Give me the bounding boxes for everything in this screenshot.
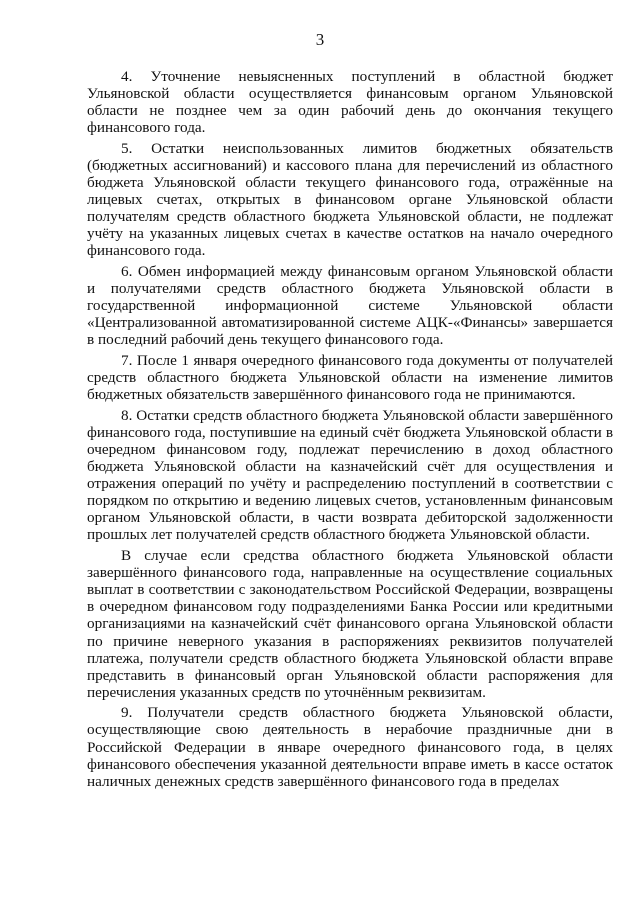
- page-number: 3: [315, 30, 325, 49]
- paragraph-5: 5. Остатки неиспользованных лимитов бюджетных обязательств (бюджетных ассигнований) и кассового плана для перечислений из областного бюджета Ульяновской области текущего финансового года, отражённые на лицевых счетах, открытых в финансовом органе Ульяновской области получателям средств областного бюджета Ульяновской области, не подлежат учёту на указанных лицевых счетах в качестве остатков на начало очередного финансового года.: [87, 139, 613, 260]
- document-body: [87, 68, 613, 793]
- paragraph-7: 7. После 1 января очередного финансового года документы от получателей средств областного бюджета Ульяновской области на изменение лимитов бюджетных обязательств завершённого финансового года не принимаются.: [87, 352, 613, 404]
- paragraph-6: 6. Обмен информацией между финансовым органом Ульяновской области и получателями средств областного бюджета Ульяновской области в государственной информационной системе Ульяновской области «Централизованной автоматизированной системе АЦК-«Финансы» завершается в последний рабочий день текущего финансового года.: [87, 263, 613, 349]
- paragraph-9: 9. Получатели средств областного бюджета Ульяновской области, осуществляющие свою деятельность в нерабочие праздничные дни в Российской Федерации в январе очередного финансового года, в целях финансового обеспечения указанной деятельности вправе иметь в кассе остаток наличных денежных средств завершённого финансового года в пределах: [87, 704, 613, 790]
- paragraph-8-continuation: В случае если средства областного бюджета Ульяновской области завершённого финансового года, направленные на осуществление социальных выплат в соответствии с законодательством Российской Федерации, возвращены в очередном финансовом году подразделениями Банка России или кредитными организациями на казначейский счёт финансового органа Ульяновской области по причине неверного указания в распоряжениях реквизитов получателей платежа, получатели средств областного бюджета Ульяновской области вправе представить в финансовый орган Ульяновской области распоряжения для перечисления указанных средств по уточнённым реквизитам.: [87, 547, 613, 701]
- paragraph-8: 8. Остатки средств областного бюджета Ульяновской области завершённого финансового года, поступившие на единый счёт бюджета Ульяновской области в очередном финансовом году, подлежат перечислению в доход областного бюджета Ульяновской области на казначейский счёт для осуществления и отражения операций по учёту и распределению поступлений в соответствии с порядком по открытию и ведению лицевых счетов, установленным финансовым органом Ульяновской области, в части возврата дебиторской задолженности прошлых лет получателей средств областного бюджета Ульяновской области.: [87, 406, 613, 544]
- paragraph-4: 4. Уточнение невыясненных поступлений в областной бюджет Ульяновской области осуществляется финансовым органом Ульяновской области не позднее чем за один рабочий день до окончания текущего финансового года.: [87, 68, 613, 137]
